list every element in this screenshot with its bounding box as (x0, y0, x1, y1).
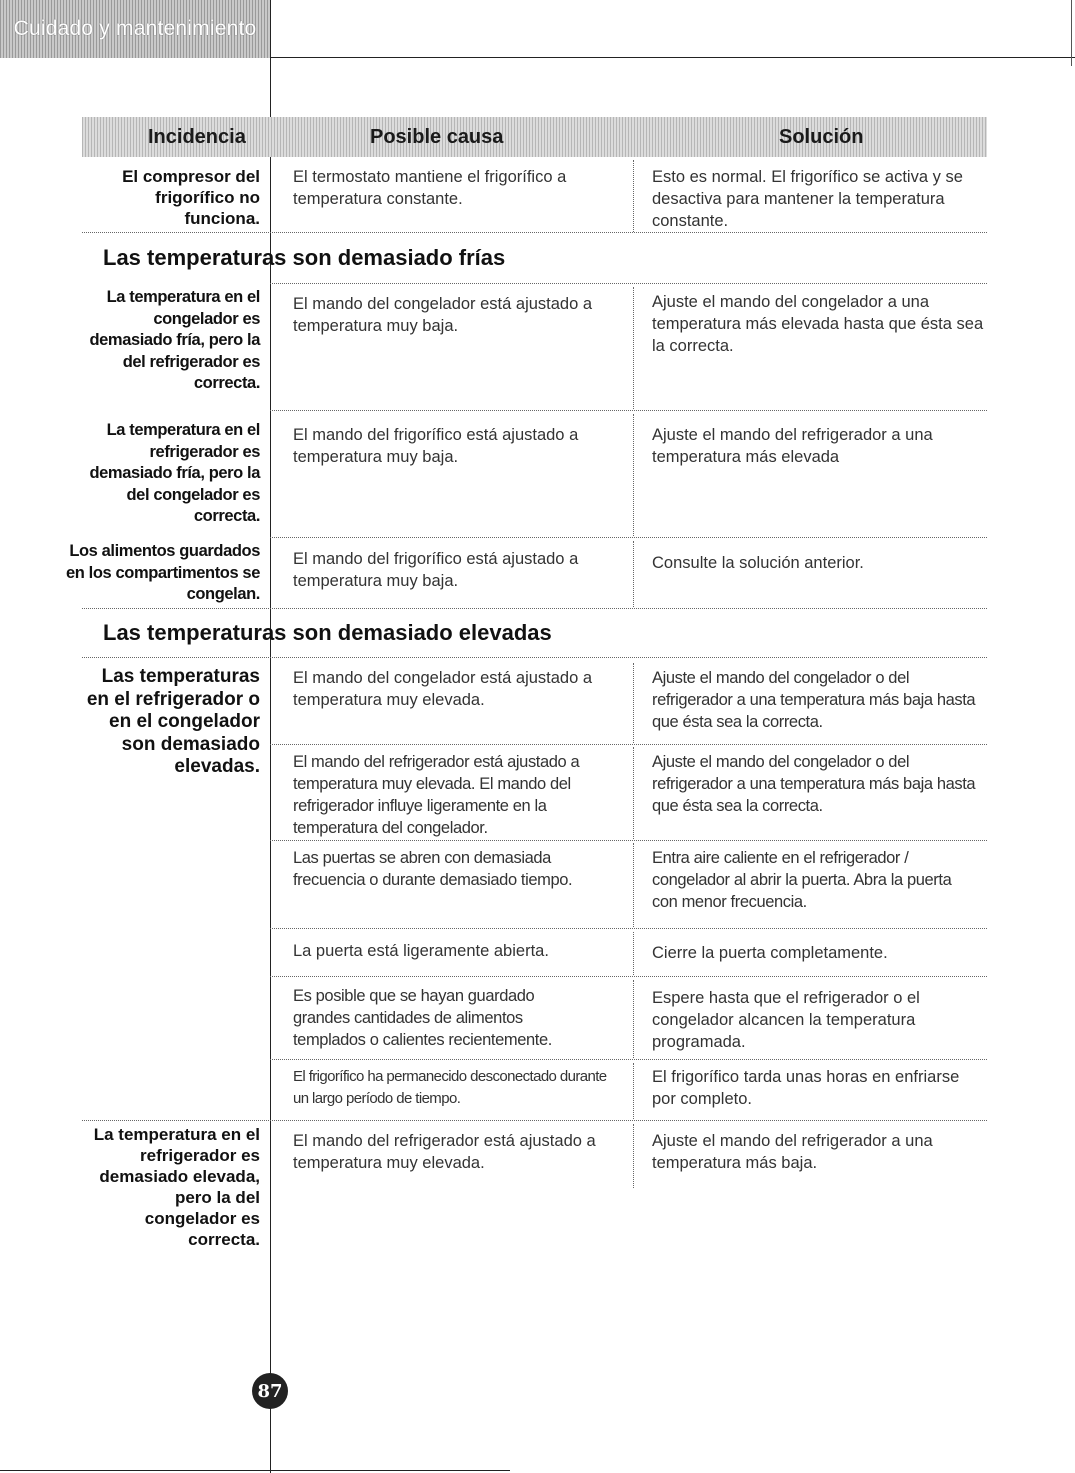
solution-disconnected: El frigorífico tarda unas horas en enfriarse por completo. (652, 1068, 960, 1108)
solution-compressor: Esto es normal. El frigorífico se activa y se desactiva para mantener la temperatura constante. (652, 168, 963, 230)
bottom-rule (0, 1470, 510, 1471)
column-divider (633, 1063, 634, 1119)
row-divider (270, 283, 987, 284)
incidence-temps-high: Las temperaturas en el refrigerador o en el congelador son demasiado elevadas. (86, 666, 260, 777)
column-divider (633, 932, 634, 975)
incidence-fridge-high: La temperatura en el refrigerador es demasiado elevada, pero la del congelador es correcta. (93, 1125, 260, 1249)
incidence-compressor: El compresor del frigorífico no funciona. (122, 167, 260, 228)
solution-door-ajar: Cierre la puerta completamente. (652, 944, 888, 962)
column-divider (633, 160, 634, 232)
cause-freezer-high: El mando del congelador está ajustado a temperatura muy elevada. (293, 669, 593, 709)
row-divider (82, 232, 987, 233)
solution-fridge-cold: Ajuste el mando del refrigerador a una temperatura más elevada (652, 426, 933, 466)
cause-disconnected: El frigorífico ha permanecido desconectado durante un largo período de tiempo. (293, 1068, 607, 1107)
column-divider (633, 287, 634, 409)
row-divider (270, 537, 987, 538)
cause-doors-open: Las puertas se abren con demasiada frecuencia o durante demasiado tiempo. (293, 849, 573, 889)
section-tab (0, 0, 270, 58)
header-incidence: Incidencia (148, 126, 246, 148)
page-edge (1071, 0, 1072, 66)
header-cause: Posible causa (370, 126, 504, 148)
column-divider (633, 747, 634, 839)
section-tab-label: Cuidado y mantenimiento (13, 17, 257, 40)
row-divider (270, 840, 987, 841)
solution-fridge-high-last: Ajuste el mando del refrigerador a una temperatura más baja. (652, 1132, 933, 1172)
solution-doors-open: Entra aire caliente en el refrigerador / congelador al abrir la puerta. Abra la puerta con menor frecuencia. (652, 849, 952, 911)
section-heading-warm: Las temperaturas son demasiado elevadas (103, 620, 552, 645)
solution-food-freezing: Consulte la solución anterior. (652, 554, 864, 572)
row-divider (270, 410, 987, 411)
row-divider (270, 1059, 987, 1060)
cause-fridge-cold: El mando del frigorífico está ajustado a temperatura muy baja. (293, 426, 579, 466)
column-divider (633, 843, 634, 927)
row-divider (270, 928, 987, 929)
solution-fridge-high: Ajuste el mando del congelador o del refrigerador a una temperatura más baja hasta que ésta sea la correcta. (652, 753, 976, 815)
solution-freezer-high: Ajuste el mando del congelador o del refrigerador a una temperatura más baja hasta que ésta sea la correcta. (652, 669, 976, 731)
section-heading-cold: Las temperaturas son demasiado frías (103, 245, 506, 270)
row-divider (270, 744, 987, 745)
cause-door-ajar: La puerta está ligeramente abierta. (293, 942, 549, 960)
cause-compressor: El termostato mantiene el frigorífico a temperatura constante. (293, 168, 567, 208)
column-divider (633, 541, 634, 607)
cause-food-freezing: El mando del frigorífico está ajustado a temperatura muy baja. (293, 550, 579, 590)
header-solution: Solución (779, 126, 864, 148)
row-divider (82, 608, 987, 609)
incidence-food-freezing: Los alimentos guardados en los compartimentos se congelan. (66, 542, 260, 603)
column-divider (633, 663, 634, 743)
top-rule (270, 57, 1075, 58)
cause-freezer-cold: El mando del congelador está ajustado a temperatura muy baja. (293, 295, 593, 335)
column-divider (633, 980, 634, 1058)
table-header (82, 117, 987, 157)
page-number: 87 (257, 1380, 283, 1402)
page-number-badge (252, 1373, 288, 1409)
incidence-fridge-cold: La temperatura en el refrigerador es demasiado fría, pero la del congelador es correcta. (89, 421, 260, 525)
margin-rule (270, 0, 271, 1473)
cause-warm-food: Es posible que se hayan guardado grandes cantidades de alimentos templados o calientes recientemente. (293, 987, 552, 1049)
cause-fridge-high-last: El mando del refrigerador está ajustado a temperatura muy elevada. (293, 1132, 596, 1172)
solution-freezer-cold: Ajuste el mando del congelador a una temperatura más elevada hasta que ésta sea la correcta. (652, 293, 984, 355)
row-divider (82, 657, 987, 658)
cause-fridge-high: El mando del refrigerador está ajustado a temperatura muy elevada. El mando del refrigerador influye ligeramente en la temperatura del congelador. (293, 753, 580, 837)
column-divider (633, 414, 634, 536)
incidence-freezer-cold: La temperatura en el congelador es demasiado fría, pero la del refrigerador es correcta. (89, 288, 260, 392)
row-divider (82, 1120, 987, 1121)
column-divider (633, 1124, 634, 1188)
row-divider (270, 976, 987, 977)
solution-warm-food: Espere hasta que el refrigerador o el congelador alcancen la temperatura programada. (652, 989, 920, 1051)
